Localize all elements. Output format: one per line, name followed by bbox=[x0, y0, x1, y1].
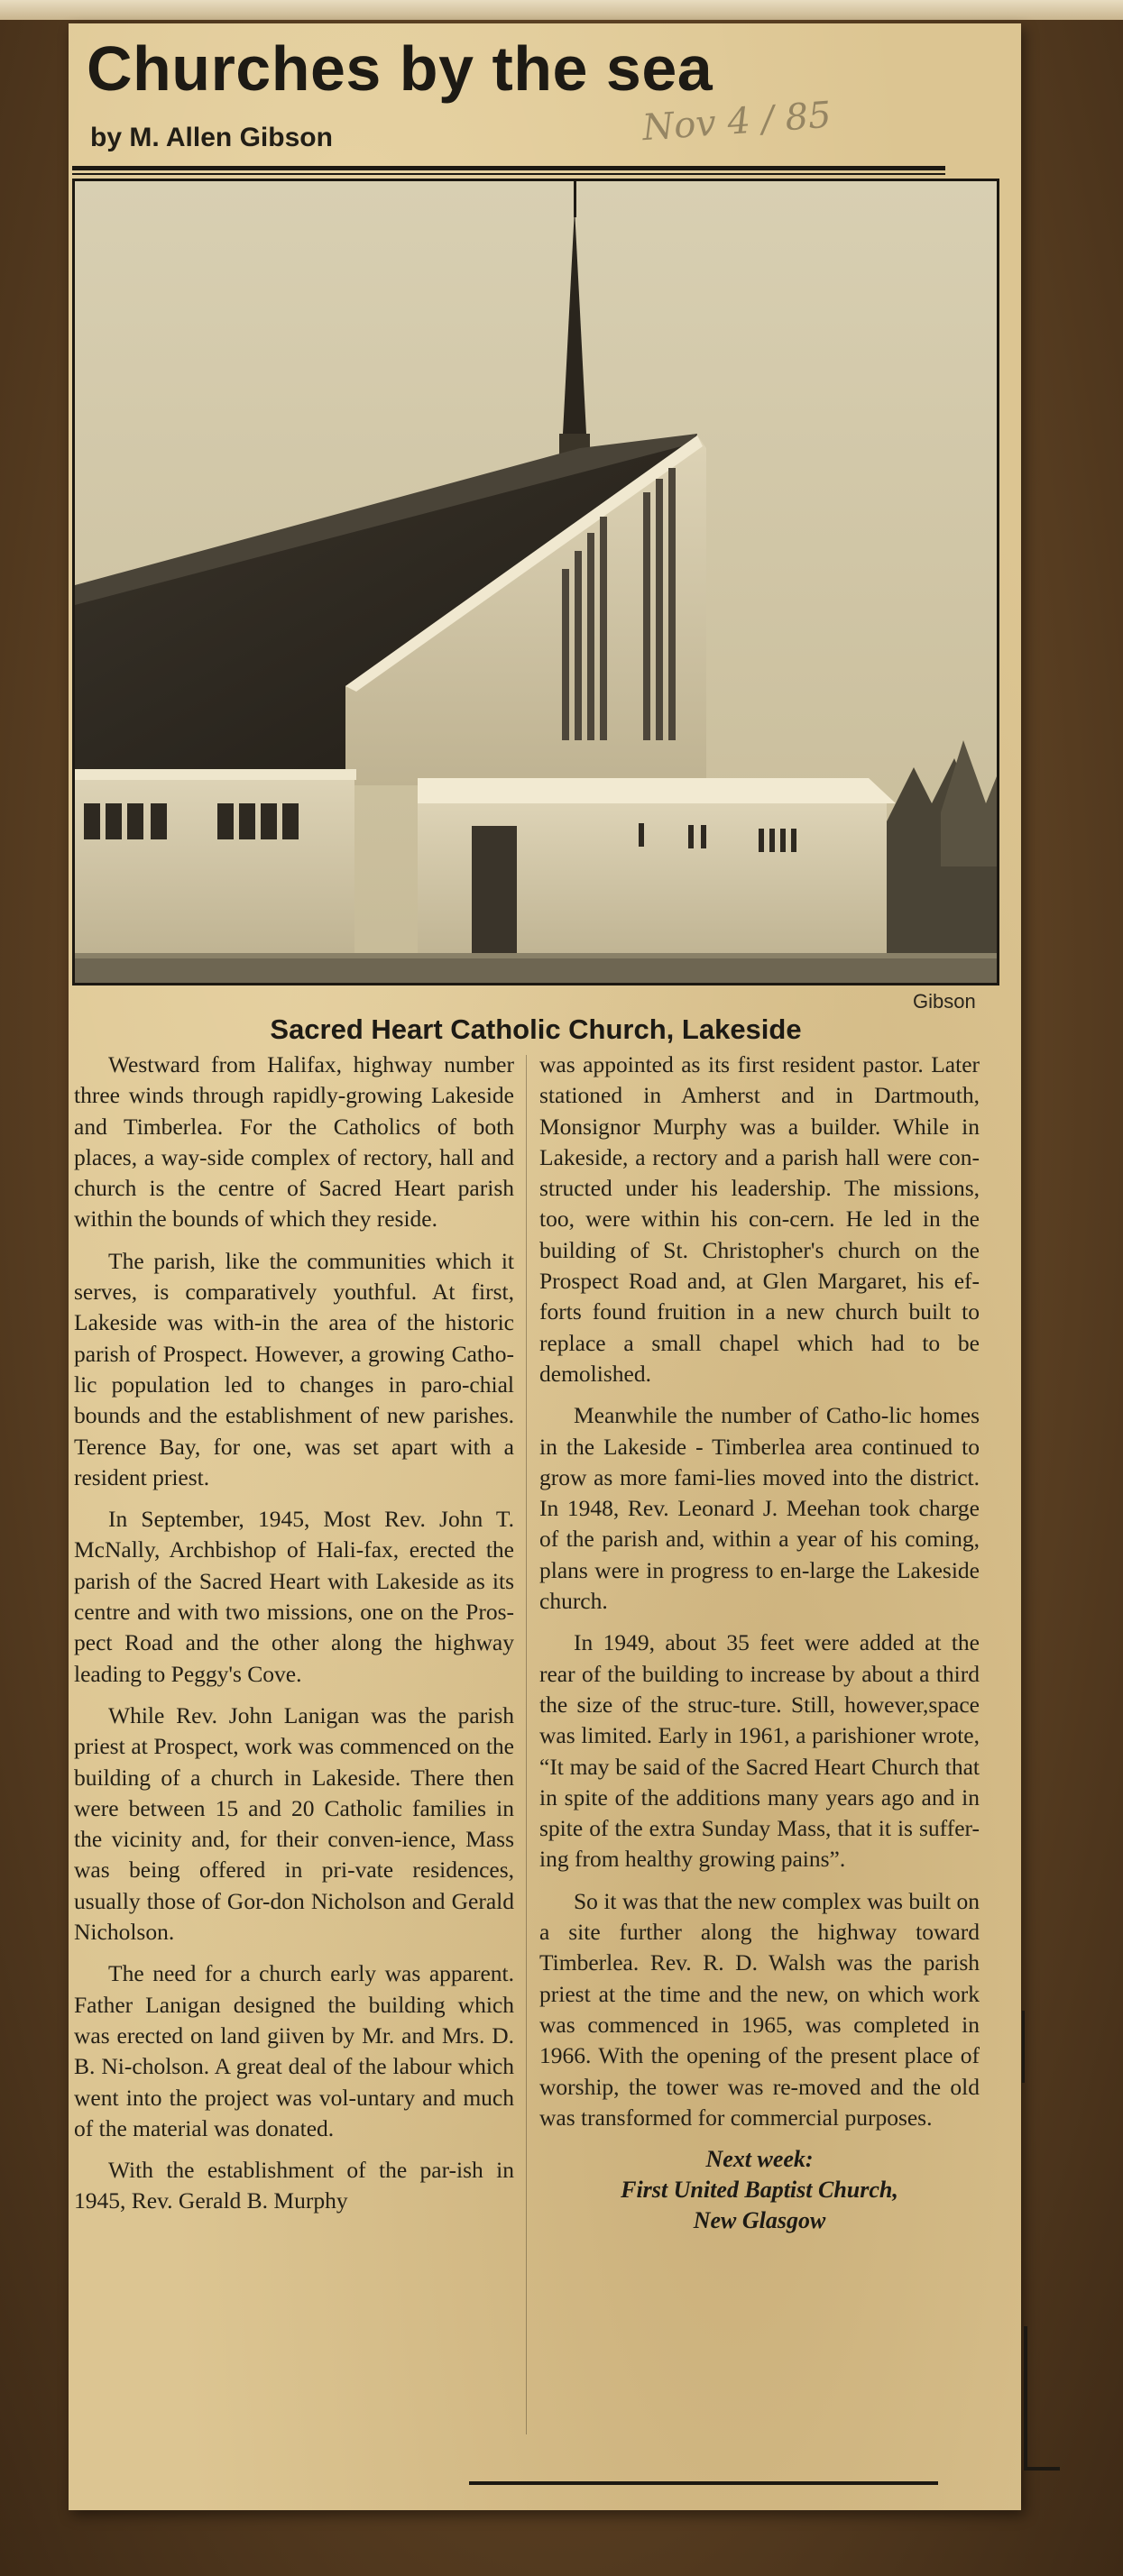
next-week-location: New Glasgow bbox=[693, 2207, 826, 2234]
corner-bracket-vertical bbox=[1024, 2326, 1027, 2471]
paragraph: was appointed as its first resident pastor. Later stationed in Amherst and in Dartmouth, Monsignor Murphy was a builder. While in Lakeside, a rectory and a parish hall were con-structed under his leadership. The missions, too, were within his con-cern. He led in the building of St. Christopher's church on the Prospect Road and, at Glen Margaret, his ef-forts found fruition in a new church built to replace a small chapel which had to be demolished. bbox=[539, 1051, 980, 1387]
paragraph: Westward from Halifax, highway number three winds through rapidly-growing Lakeside and Timberlea. For the Catholics of both places, a way-side complex of rectory, hall and church is the centre of Sacred Heart parish within the bounds of which they reside. bbox=[74, 1051, 514, 1233]
article-column-right bbox=[539, 1050, 980, 2236]
photo-caption: Sacred Heart Catholic Church, Lakeside bbox=[270, 1013, 802, 1045]
top-strip bbox=[0, 0, 1123, 20]
left-wing-eave bbox=[75, 769, 356, 780]
article-column-left bbox=[74, 1050, 514, 2228]
ground-line bbox=[75, 953, 997, 958]
ground bbox=[75, 957, 997, 983]
header-rule-top bbox=[72, 166, 945, 170]
church-photo bbox=[72, 179, 999, 985]
next-week-label: Next week: bbox=[705, 2146, 814, 2173]
corner-bracket-horizontal bbox=[1024, 2467, 1060, 2471]
byline: by M. Allen Gibson bbox=[90, 123, 333, 152]
paragraph: Meanwhile the number of Catho-lic homes in the Lakeside - Timberlea area continued to grow as more fami-lies moved into the district. In 1948, Rev. Leonard J. Meehan took charge of the parish and, within a year of his coming, plans were in progress to en-large the Lakeside church. bbox=[539, 1402, 980, 1615]
handwritten-note: Nov 4 / 85 bbox=[640, 94, 833, 150]
next-week-title: First United Baptist Church, bbox=[621, 2177, 898, 2204]
bottom-rule bbox=[469, 2481, 938, 2485]
entrance-door bbox=[472, 826, 517, 961]
paragraph: The need for a church early was apparent. Father Lanigan designed the building which was erected on land giiven by Mr. and Mrs. D. B. Ni-cholson. A great deal of the labour which went into the project was vol-untary and much of the material was donated. bbox=[74, 1960, 514, 2141]
paragraph: So it was that the new complex was built on a site further along the highway toward Timberlea. Rev. R. D. Walsh was the parish priest at the time and the new, on which work was commenced in 1965, was completed in 1966. With the opening of the present place of worship, the tower was re-moved and the old was transformed for commercial purposes. bbox=[539, 1887, 980, 2131]
paragraph: The parish, like the communities which it serves, is comparatively youthful. At first, Lakeside was with-in the area of the historic parish of Prospect. However, a growing Catho-lic population led to changes in paro-chial bounds and the establishment of new parishes. Terence Bay, for one, was set apart with a resident priest. bbox=[74, 1247, 514, 1490]
margin-mark bbox=[1022, 2011, 1025, 2083]
headline: Churches by the sea bbox=[87, 33, 713, 104]
paragraph: With the establishment of the par-ish in 1945, Rev. Gerald B. Murphy bbox=[74, 2157, 514, 2214]
entrance-canopy bbox=[418, 778, 896, 803]
paragraph: While Rev. John Lanigan was the parish priest at Prospect, work was commenced on the building of a church in Lakeside. There then were between 15 and 20 Catholic families in the vicinity and, for their conven-ience, Mass was being offered in pri-vate residences, usually those of Gor-don Nicholson and Gerald Nicholson. bbox=[74, 1701, 514, 1946]
column-divider bbox=[526, 1055, 527, 2434]
header-rule-bottom bbox=[72, 173, 945, 175]
paragraph: In September, 1945, Most Rev. John T. McNally, Archbishop of Hali-fax, erected the parish of the Sacred Heart with Lakeside as its centre and with two missions, one on the Pros-pect Road and the other along the highway leading to Peggy's Cove. bbox=[74, 1506, 514, 1687]
paragraph: In 1949, about 35 feet were added at the rear of the building to increase by about a third the size of the struc-ture. Still, however,space was limited. Early in 1961, a parishioner wrote, “It may be said of the Sacred Heart Church that in spite of the additions many years ago and in spite of the extra Sunday Mass, that it is suffer-ing from healthy growing pains”. bbox=[539, 1629, 980, 1873]
photo-credit: Gibson bbox=[913, 990, 976, 1013]
